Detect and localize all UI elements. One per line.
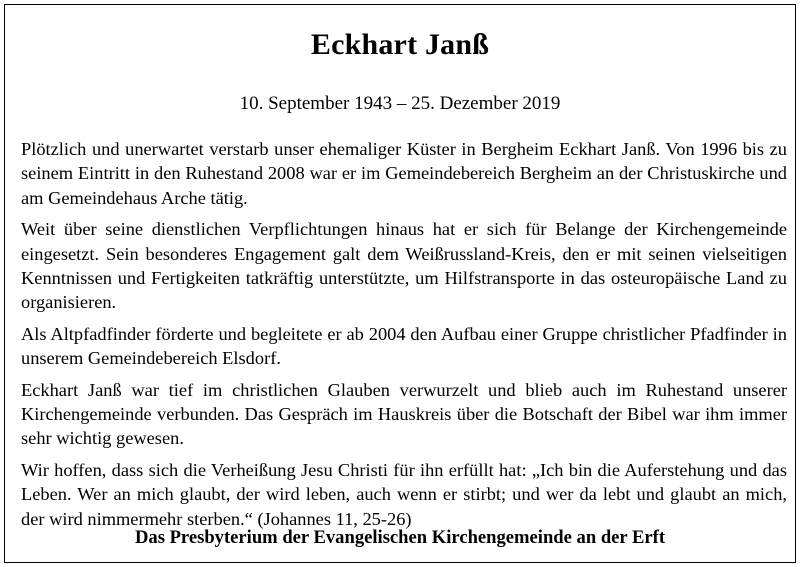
paragraph-engagement: Weit über seine dienstlichen Verpflichtungen hinaus hat er sich für Belange der Kirchengemeinde eingesetzt. Sein besonderes Engagement galt dem Weißrussland-Kreis, den er mit seinen vielseitigen Kenntnissen und Fertigkeiten tatkräftig unterstützte, um Hilfstransporte in das osteuropäische Land zu organisieren.: [21, 219, 787, 313]
paragraph-career: Plötzlich und unerwartet verstarb unser ehemaliger Küster in Bergheim Eckhart Janß. Von 1996 bis zu seinem Eintritt in den Ruhestand 2008 war er im Gemeindebereich Bergheim an der Christuskirche und am Gemeindehaus Arche tätig.: [21, 139, 787, 208]
signature-presbytery: Das Presbyterium der Evangelischen Kirchengemeinde an der Erft: [134, 527, 666, 548]
paragraph-scripture: Wir hoffen, dass sich die Verheißung Jesu Christi für ihn erfüllt hat: „Ich bin die Auferstehung und das Leben. Wer an mich glaubt, der wird leben, auch wenn er stirbt; und wer da lebt und glaubt an mich, der wird nimmermehr sterben.“ (Johannes 11, 25-26): [21, 459, 787, 529]
life-dates: 10. September 1943 – 25. Dezember 2019: [239, 93, 561, 114]
obituary-notice: [4, 4, 796, 563]
paragraph-scouts: Als Altpfadfinder förderte und begleitete er ab 2004 den Aufbau einer Gruppe christlicher Pfadfinder in unserem Gemeindebereich Elsdorf.: [21, 323, 787, 369]
deceased-name: Eckhart Janß: [310, 28, 490, 61]
paragraph-faith: Eckhart Janß war tief im christlichen Glauben verwurzelt und blieb auch im Ruhestand unserer Kirchengemeinde verbunden. Das Gespräch im Hauskreis über die Botschaft der Bibel war ihm immer sehr wichtig gewesen.: [21, 379, 787, 449]
obituary-text: [21, 137, 787, 538]
